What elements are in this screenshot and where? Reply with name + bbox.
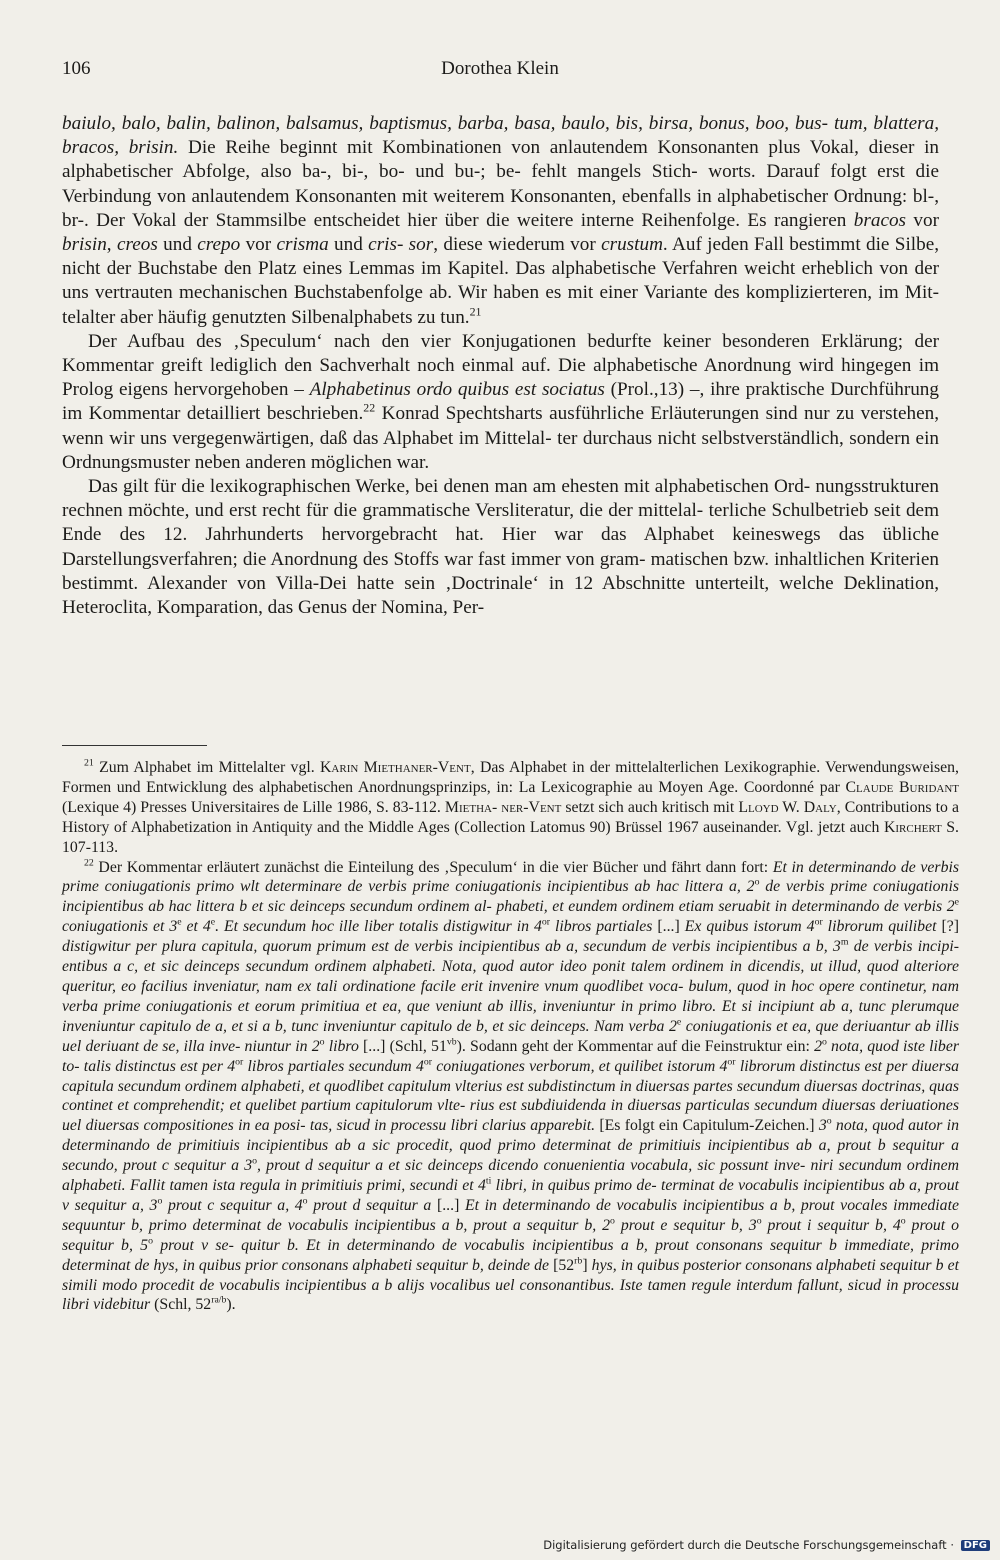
paragraph-1: baiulo, balo, balin, balinon, balsamus, baptismus, barba, basa, baulo, bis, birsa, bonus, boo, bus- tum, blattera, bracos, brisin. Die Reihe beginnt mit Kombinationen von anlautendem Konsonanten plus Vokal, dieser in alphabetischer Abfolge, also ba-, bi-, bo- und bu-; be- fehlt mangels Stich- worts. Darauf folgt erst die Verbindung von anlautendem Konsonanten mit weiterem Konsonanten, ebenfalls in alphabetischer Ordnung: bl-, br-. Der Vokal der Stammsilbe entscheidet hier über die weitere interne Reihenfolge. Es rangieren bracos vor brisin, creos und crepo vor crisma und cris- sor, diese wiederum vor crustum. Auf jeden Fall bestimmt die Silbe, nicht der Buchstabe den Platz eines Lemmas im Kapitel. Das alphabetische Verfahren weicht erheblich von der uns vertrauten mechanischen Buchstabenfolge ab. Wir haben es mit einer Variante des komplizierteren, im Mit- telalter aber häufig genutzten Silbenalphabets zu tun.$^{21}$: [62, 113, 940, 328]
footnote-22: $^{22}$ Der Kommentar erläutert zunächst die Einteilung des ‚Speculum‘ in die vier Bücher und fährt dann fort: Et in determinando de verbis prime coniugationis primo wlt determinare de verbis prime coniugationis incipientibus ab hac littera a, 2$^o$ de verbis prime coniugationis incipientibus ab hac littera b et sic deinceps secundum ordinem al- phabeti, et eundem ordinem etiam seruabit in determinando de verbis 2e coniugationis et 3e et 4e. Et secundum hoc ille liber totalis distigwitur in $4^{or}$ libros partiales [...] Ex quibus istorum $4^{or}$ librorum quilibet [?] distigwitur per plura capitula, quorum primum est de verbis incipientibus ab a, secundum de verbis incipientibus a b, 3$^m$ de verbis incipi- entibus a c, et sic deinceps secundum ordinem alphabeti. Nota, quod autor ideo ponit talem ordinem in dicendis, ut illud, quod alteriore queritur, eo facilius inveniatur, nam ex tali ordinatione facile erit invenire vnum quodlibet voca- bulum, quod in hoc opere continetur, nam verba prime coniugationis et eorum primitiua et ea, que veniunt ab illis, inveniuntur in primo libro. Et si incipiunt ab a, tunc plerumque inveniuntur capitulo de a, et si a b, tunc inveniuntur capitulo de b, et sic deinceps. Nam verba 2e coniugationis et ea, que deriuantur ab illis uel deriuant de se, illa inve- niuntur in 2$^o$ libro [...] (Schl, $51^{vb}$). Sodann geht der Kommentar auf die Feinstruktur ein: 2$^o$ nota, quod iste liber to- talis distinctus est per $4^{or}$ libros partiales secundum $4^{or}$ coniugationes verborum, et quilibet istorum $4^{or}$ librorum distinctus est per diuersa capitula secundum ordinem alphabeti, et quodlibet capitulum vlterius est subdistinctum in diuersas partes secundum diuersas doctrinas, quas continet et comprehendit; et quelibet partium capitulorum vlte- rius est subdiuidenda in diuersas particulas secundum diuersas deriuationes uel diuersas compositiones in ea posi- tas, sicud in processu libri clarius apparebit. [Es folgt ein Capitulum-Zeichen.] 3$^o$ nota, quod autor in determinando de primitiuis incipientibus ab a sic procedit, quod primo determinat de primitiuis incipientibus ab a, prout b sequitur a secundo, prout c sequitur a 3$^o$, prout d sequitur a et sic deinceps dicendo conuenientia vocabula, sic possunt inve- niri secundum ordinem alphabeti. Fallit tamen ista regula in primitiuis primi, secundi et $4^{ti}$ libri, in quibus primo de- terminat de vocabulis incipientibus ab a, prout v sequitur a, 3$^o$ prout c sequitur a, 4$^o$ prout d sequitur a [...] Et in determinando de vocabulis incipientibus a b, prout vocales immediate sequuntur b, primo determinat de vocabulis incipientibus a b, prout a sequitur b, 2$^o$ prout e sequitur b, 3$^o$ prout i sequitur b, 4$^o$ prout o sequitur b, 5$^o$ prout v se- quitur b. Et in determinando de vocabulis incipientibus a b, prout consonans sequitur b immediate, primo determinat de hys, in quibus prior consonans alphabeti sequitur b, deinde de $[52^{rb}]$ hys, in quibus posterior consonans alphabeti sequitur b et simili modo procedit de vocabulis incipientibus a b alijs vocalibus uel consonantibus. Iste tamen regule interdum fallunt, sicud in processu libri videbitur (Schl, $52^{ra/b}$).: [62, 857, 960, 1314]
dfg-logo: DFG: [961, 1540, 990, 1551]
footnote-divider: [62, 745, 207, 746]
footnote-21: $^{21}$ Zum Alphabet im Mittelalter vgl. Karin Miethaner-Vent, Das Alphabet in der mittelalterlichen Lexikographie. Verwendungsweisen, Formen und Entwicklung des alphabetischen Anordnungsprinzips, in: La Lexicographie au Moyen Age. Coordonné par Claude Buridant (Lexique 4) Presses Universitaires de Lille 1986, S. 83-112. Mietha- ner-Vent setzt sich auch kritisch mit Lloyd W. Daly, Contributions to a History of Alphabetization in Antiquity and the Middle Ages (Collection Latomus 90) Brüssel 1967 auseinander. Vgl. jetzt auch Kirchert S. 107-113.: [62, 757, 959, 856]
credit-text: Digitalisierung gefördert durch die Deutsche Forschungsgemeinschaft ·: [543, 1538, 954, 1552]
page-header: [62, 58, 938, 88]
running-head: Dorothea Klein: [441, 58, 559, 79]
main-text: [62, 112, 939, 620]
paragraph-2: Der Aufbau des ‚Speculum‘ nach den vier Konjugationen bedurfte keiner besonderen Erklärung; der Kommentar greift lediglich den Sachverhalt noch einmal auf. Die alphabetische Anordnung wird hingegen im Prolog eigens hervorgehoben – Alphabetinus ordo quibus est sociatus (Prol.,13) –, ihre praktische Durchführung im Kommentar detailliert beschrieben.$^{22}$ Konrad Spechtsharts ausführliche Erläuterungen sind nur zu verstehen, wenn wir uns vergegenwärtigen, daß das Alphabet im Mittelal- ter durchaus nicht selbstverständlich, sondern ein Ordnungsmuster neben anderen möglichen war.: [62, 330, 939, 473]
footnote-ref-21: 21: [469, 304, 482, 319]
footnotes: [62, 758, 959, 1315]
page-number: 106: [62, 58, 91, 79]
footnote-ref-22: 22: [363, 401, 376, 416]
digitization-credit: [543, 1538, 990, 1552]
paragraph-3: Das gilt für die lexikographischen Werke, bei denen man am ehesten mit alphabetischen Ord- nungsstrukturen rechnen möchte, und erst recht für die grammatische Versliteratur, die der mittelal- terliche Schulbetrieb seit dem Ende des 12. Jahrhunderts hervorgebracht hat. Hier war das Alphabet keineswegs das übliche Darstellungsverfahren; die Anordnung des Stoffs war fast immer von gram- matischen bzw. inhaltlichen Kriterien bestimmt. Alexander von Villa-Dei hatte sein ‚Doctrinale‘ in 12 Abschnitte unterteilt, welche Deklination, Heteroclita, Komparation, das Genus der Nomina, Per-: [62, 476, 939, 619]
